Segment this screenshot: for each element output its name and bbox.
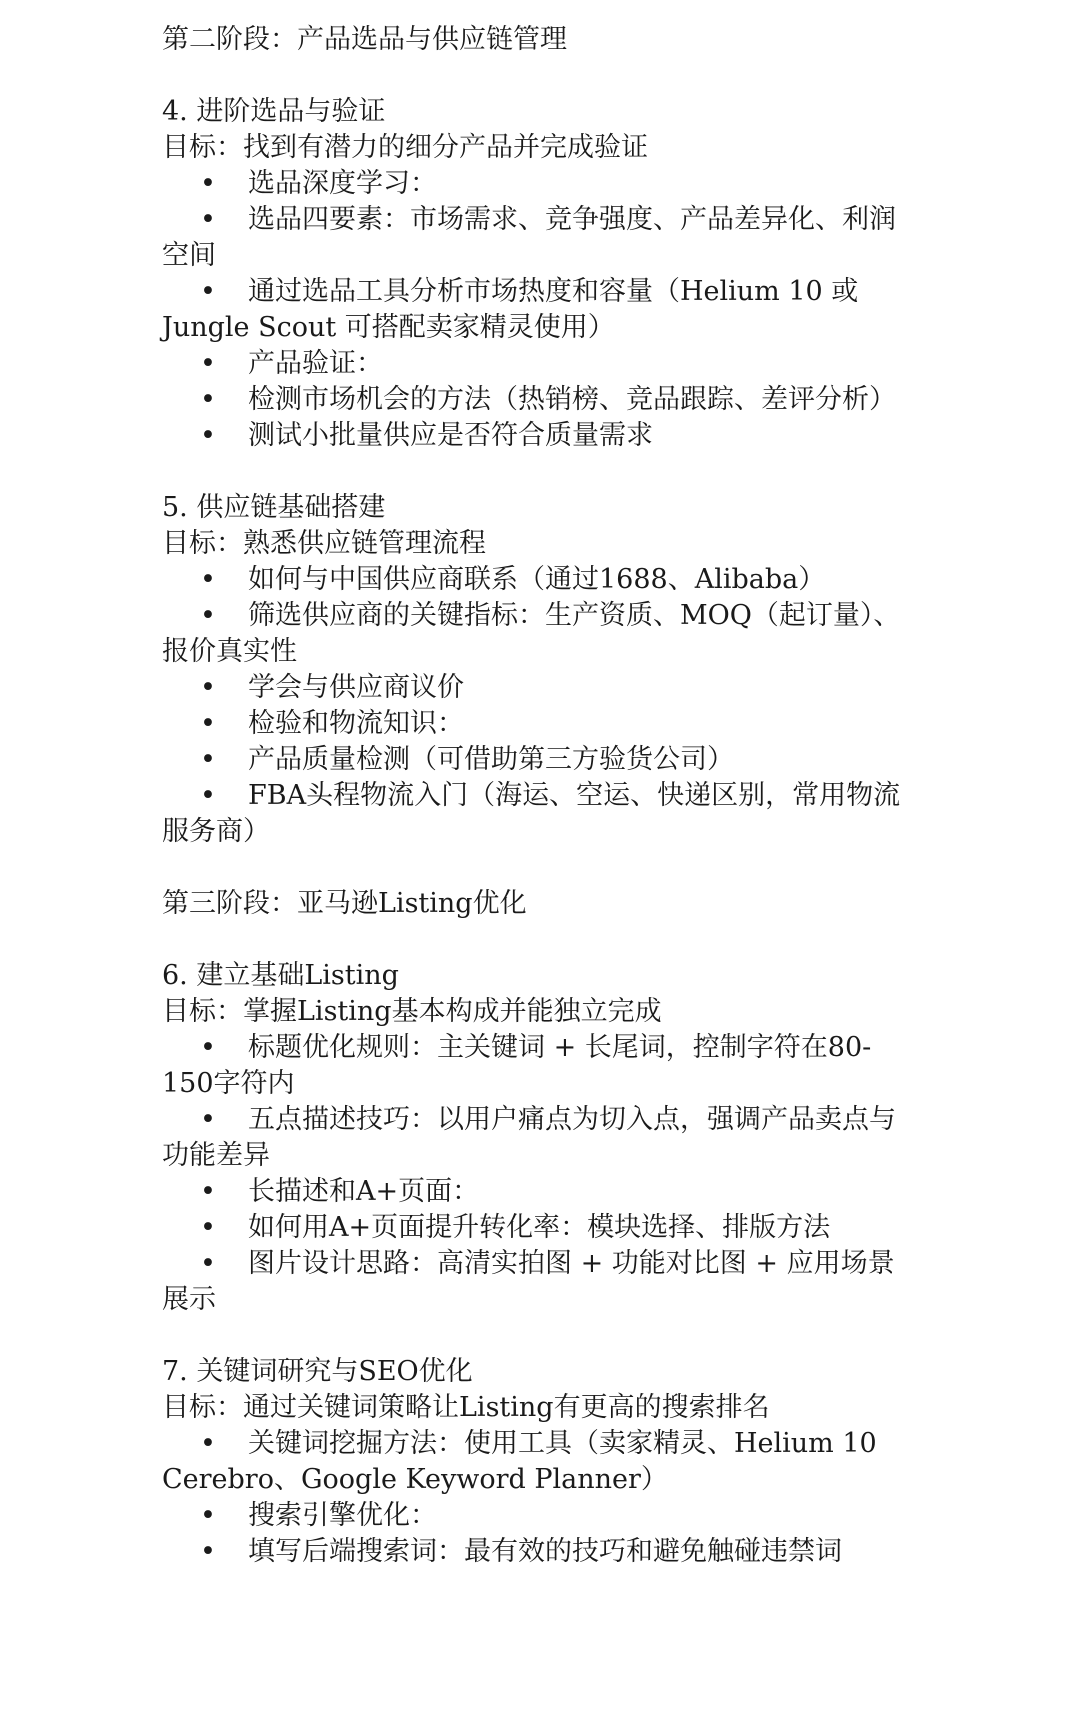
goal-text: 通过关键词策略让Listing有更高的搜索排名 — [243, 1392, 770, 1423]
document-page — [162, 22, 917, 1570]
bullet-item — [162, 166, 917, 202]
bullet-dot-icon: • — [200, 204, 216, 235]
section-heading: 7. 关键词研究与SEO优化 — [162, 1356, 473, 1387]
bullet-text: 填写后端搜索词：最有效的技巧和避免触碰违禁词 — [248, 1536, 842, 1567]
bullet-text: 筛选供应商的关键指标：生产资质、MOQ（起订量）、报价真实性 — [162, 600, 901, 667]
bullet-item — [162, 202, 917, 274]
bullet-text: 学会与供应商议价 — [248, 672, 464, 703]
bullet-item — [162, 382, 917, 418]
bullet-text: 如何与中国供应商联系（通过1688、Alibaba） — [248, 564, 826, 595]
paragraph-gap — [162, 454, 917, 490]
bullet-item — [162, 598, 917, 670]
bullet-text: 选品四要素：市场需求、竞争强度、产品差异化、利润空间 — [162, 204, 896, 271]
paragraph-gap — [162, 922, 917, 958]
bullet-text: 选品深度学习： — [248, 168, 437, 199]
goal-label: 目标： — [162, 132, 243, 163]
section-heading: 4. 进阶选品与验证 — [162, 96, 386, 127]
goal-text: 掌握Listing基本构成并能独立完成 — [243, 996, 662, 1027]
bullet-text: 通过选品工具分析市场热度和容量（Helium 10 或 Jungle Scout 可搭配卖家精灵使用） — [162, 276, 859, 343]
goal-line — [162, 1390, 917, 1426]
goal-text: 熟悉供应链管理流程 — [243, 528, 486, 559]
bullet-dot-icon: • — [200, 276, 216, 307]
section-heading: 6. 建立基础Listing — [162, 960, 399, 991]
bullet-dot-icon: • — [200, 384, 216, 415]
bullet-dot-icon: • — [200, 780, 216, 811]
paragraph-gap — [162, 58, 917, 94]
bullet-text: 检验和物流知识： — [248, 708, 464, 739]
bullet-item — [162, 1174, 917, 1210]
goal-label: 目标： — [162, 528, 243, 559]
bullet-item — [162, 418, 917, 454]
bullet-item — [162, 778, 917, 850]
bullet-text: 如何用A+页面提升转化率：模块选择、排版方法 — [248, 1212, 831, 1243]
bullet-dot-icon: • — [200, 348, 216, 379]
bullet-dot-icon: • — [200, 1428, 216, 1459]
bullet-text: 测试小批量供应是否符合质量需求 — [248, 420, 653, 451]
paragraph-gap — [162, 1318, 917, 1354]
bullet-item — [162, 1246, 917, 1318]
bullet-dot-icon: • — [200, 1032, 216, 1063]
bullet-item — [162, 1102, 917, 1174]
bullet-text: FBA头程物流入门（海运、空运、快递区别，常用物流服务商） — [162, 780, 901, 847]
bullet-text: 关键词挖掘方法：使用工具（卖家精灵、Helium 10 Cerebro、Google Keyword Planner） — [162, 1428, 877, 1495]
bullet-item — [162, 742, 917, 778]
bullet-dot-icon: • — [200, 420, 216, 451]
goal-line — [162, 994, 917, 1030]
bullet-item — [162, 670, 917, 706]
section-heading: 5. 供应链基础搭建 — [162, 492, 386, 523]
goal-text: 找到有潜力的细分产品并完成验证 — [243, 132, 648, 163]
bullet-dot-icon: • — [200, 1500, 216, 1531]
bullet-text: 产品质量检测（可借助第三方验货公司） — [248, 744, 734, 775]
bullet-dot-icon: • — [200, 1212, 216, 1243]
bullet-item — [162, 346, 917, 382]
bullet-dot-icon: • — [200, 1248, 216, 1279]
stage-title: 第二阶段：产品选品与供应链管理 — [162, 24, 567, 55]
bullet-item — [162, 1426, 917, 1498]
bullet-item — [162, 562, 917, 598]
bullet-text: 搜索引擎优化： — [248, 1500, 437, 1531]
bullet-text: 产品验证： — [248, 348, 383, 379]
bullet-text: 图片设计思路：高清实拍图 + 功能对比图 + 应用场景展示 — [162, 1248, 895, 1315]
bullet-item — [162, 274, 917, 346]
goal-label: 目标： — [162, 996, 243, 1027]
paragraph-gap — [162, 850, 917, 886]
bullet-item — [162, 1534, 917, 1570]
goal-line — [162, 130, 917, 166]
bullet-text: 长描述和A+页面： — [248, 1176, 480, 1207]
bullet-dot-icon: • — [200, 1536, 216, 1567]
bullet-item — [162, 1498, 917, 1534]
bullet-dot-icon: • — [200, 672, 216, 703]
bullet-dot-icon: • — [200, 1104, 216, 1135]
bullet-dot-icon: • — [200, 708, 216, 739]
bullet-text: 标题优化规则：主关键词 + 长尾词，控制字符在80-150字符内 — [162, 1032, 872, 1099]
goal-label: 目标： — [162, 1392, 243, 1423]
bullet-dot-icon: • — [200, 564, 216, 595]
bullet-dot-icon: • — [200, 600, 216, 631]
bullet-text: 五点描述技巧：以用户痛点为切入点，强调产品卖点与功能差异 — [162, 1104, 896, 1171]
goal-line — [162, 526, 917, 562]
stage-title: 第三阶段：亚马逊Listing优化 — [162, 888, 527, 919]
bullet-dot-icon: • — [200, 168, 216, 199]
bullet-dot-icon: • — [200, 1176, 216, 1207]
bullet-dot-icon: • — [200, 744, 216, 775]
bullet-item — [162, 706, 917, 742]
bullet-item — [162, 1030, 917, 1102]
bullet-text: 检测市场机会的方法（热销榜、竞品跟踪、差评分析） — [248, 384, 896, 415]
bullet-item — [162, 1210, 917, 1246]
